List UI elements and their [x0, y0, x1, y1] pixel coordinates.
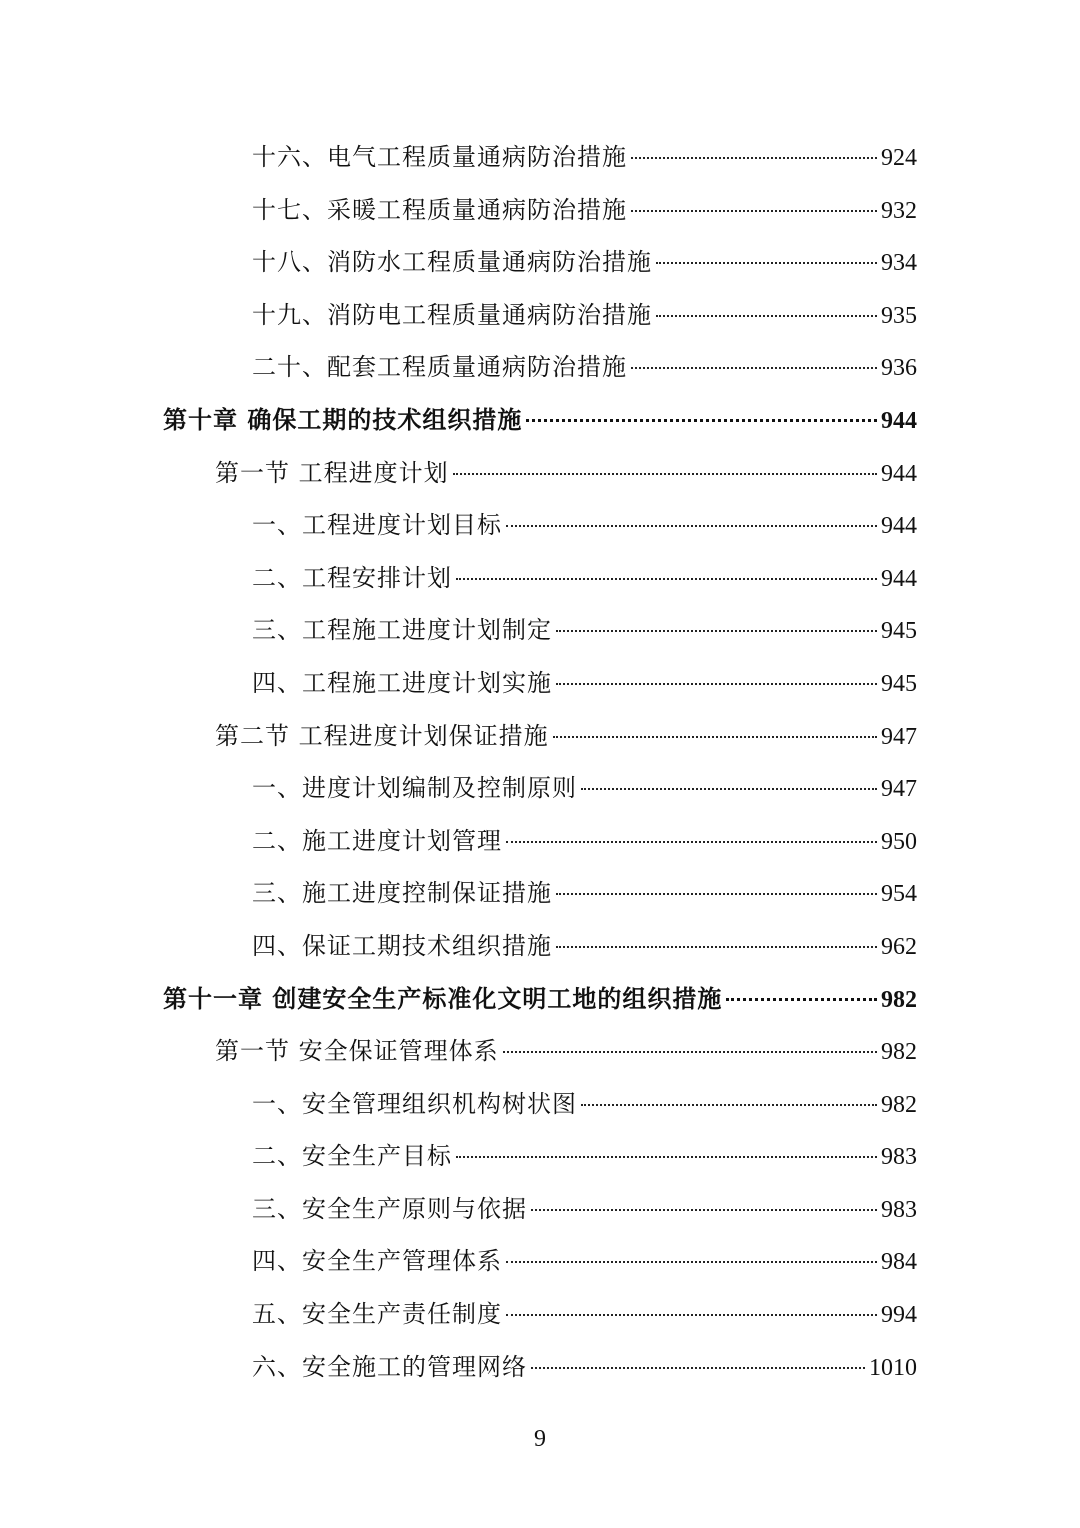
- toc-entry-page: 954: [881, 881, 917, 908]
- toc-entry-arrangement-plan[interactable]: [0, 552, 1080, 605]
- toc-entry-schedule-technical[interactable]: [0, 920, 1080, 973]
- toc-section-title: 第一节 安全保证管理体系: [215, 1037, 499, 1066]
- toc-entry-title: 四、保证工期技术组织措施: [252, 931, 552, 960]
- toc-entry-responsibility[interactable]: [0, 1288, 1080, 1341]
- toc-section-safety-system[interactable]: [0, 1025, 1080, 1078]
- toc-entry-title: 十八、消防水工程质量通病防治措施: [252, 248, 652, 277]
- toc-entry-title: 四、安全生产管理体系: [252, 1247, 502, 1276]
- toc-entry-plan-formulation[interactable]: [0, 604, 1080, 657]
- toc-entry-title: 三、施工进度控制保证措施: [252, 879, 552, 908]
- toc-chapter-page: 982: [881, 986, 917, 1013]
- toc-section-page: 944: [881, 460, 917, 487]
- toc-chapter-page: 944: [881, 407, 917, 434]
- toc-section-page: 982: [881, 1039, 917, 1066]
- toc-entry-18-fire-water[interactable]: [0, 236, 1080, 289]
- toc-entry-safety-management[interactable]: [0, 1235, 1080, 1288]
- toc-section-1[interactable]: [0, 447, 1080, 500]
- toc-entry-17-heating[interactable]: [0, 184, 1080, 237]
- toc-section-page: 947: [881, 723, 917, 750]
- toc-entry-page: 932: [881, 197, 917, 224]
- toc-entry-page: 947: [881, 776, 917, 803]
- toc-leader-dots: [506, 1314, 877, 1316]
- toc-entry-page: 1010: [869, 1354, 917, 1381]
- toc-entry-title: 十六、电气工程质量通病防治措施: [252, 143, 627, 171]
- toc-entry-title: 五、安全生产责任制度: [252, 1300, 502, 1329]
- toc-entry-title: 二、安全生产目标: [252, 1142, 452, 1171]
- toc-entry-title: 六、安全施工的管理网络: [252, 1352, 527, 1381]
- toc-section-title: 第一节 工程进度计划: [215, 458, 449, 487]
- toc-entry-plan-implementation[interactable]: [0, 657, 1080, 710]
- toc-entry-page: 983: [881, 1196, 917, 1223]
- toc-entry-control-measures[interactable]: [0, 867, 1080, 920]
- toc-leader-dots: [526, 419, 877, 422]
- toc-leader-dots: [656, 315, 877, 317]
- toc-leader-dots: [553, 736, 877, 738]
- toc-chapter-11[interactable]: [0, 973, 1080, 1026]
- toc-entry-title: 二十、配套工程质量通病防治措施: [252, 353, 627, 382]
- toc-entry-title: 一、工程进度计划目标: [252, 511, 502, 540]
- toc-entry-page: 936: [881, 355, 917, 382]
- toc-leader-dots: [556, 630, 877, 632]
- toc-entry-compile-principles[interactable]: [0, 762, 1080, 815]
- toc-entry-title: 一、进度计划编制及控制原则: [252, 774, 577, 803]
- toc-entry-page: 945: [881, 618, 917, 645]
- toc-entry-page: 950: [881, 828, 917, 855]
- toc-leader-dots: [531, 1209, 877, 1211]
- toc-leader-dots: [503, 1051, 877, 1053]
- toc-leader-dots: [456, 578, 877, 580]
- toc-section-title: 第二节 工程进度计划保证措施: [215, 721, 549, 750]
- toc-leader-dots: [656, 262, 877, 264]
- toc-entry-page: 944: [881, 513, 917, 540]
- toc-leader-dots: [453, 473, 877, 475]
- toc-entry-page: 982: [881, 1091, 917, 1118]
- page-number: 9: [534, 1426, 546, 1452]
- toc-leader-dots: [531, 1367, 865, 1369]
- toc-leader-dots: [506, 1261, 877, 1263]
- toc-entry-page: 984: [881, 1249, 917, 1276]
- toc-entry-safety-goal[interactable]: [0, 1130, 1080, 1183]
- table-of-contents: [0, 131, 1080, 1393]
- toc-leader-dots: [581, 788, 877, 790]
- toc-leader-dots: [581, 1104, 877, 1106]
- toc-entry-page: 994: [881, 1302, 917, 1329]
- toc-entry-page: 934: [881, 250, 917, 277]
- toc-leader-dots: [506, 841, 877, 843]
- toc-entry-page: 983: [881, 1144, 917, 1171]
- toc-entry-safety-principles[interactable]: [0, 1183, 1080, 1236]
- toc-entry-title: 十九、消防电工程质量通病防治措施: [252, 300, 652, 329]
- toc-entry-org-tree[interactable]: [0, 1078, 1080, 1131]
- toc-entry-safety-network[interactable]: [0, 1341, 1080, 1394]
- toc-entry-title: 三、工程施工进度计划制定: [252, 616, 552, 645]
- toc-leader-dots: [556, 946, 877, 948]
- toc-entry-page: 945: [881, 670, 917, 697]
- toc-entry-page: 962: [881, 933, 917, 960]
- toc-entry-title: 一、安全管理组织机构树状图: [252, 1089, 577, 1118]
- toc-entry-19-fire-electric[interactable]: [0, 289, 1080, 342]
- toc-leader-dots: [726, 998, 877, 1001]
- toc-section-2[interactable]: [0, 710, 1080, 763]
- toc-chapter-title: 第十章 确保工期的技术组织措施: [163, 404, 523, 434]
- toc-leader-dots: [631, 210, 877, 212]
- toc-leader-dots: [631, 367, 877, 369]
- toc-leader-dots: [556, 683, 877, 685]
- toc-entry-page: 944: [881, 565, 917, 592]
- toc-chapter-title: 第十一章 创建安全生产标准化文明工地的组织措施: [163, 983, 723, 1013]
- toc-entry-schedule-goal[interactable]: [0, 499, 1080, 552]
- toc-entry-page: 924: [881, 145, 917, 171]
- toc-chapter-10[interactable]: [0, 394, 1080, 447]
- toc-entry-16-electrical[interactable]: [0, 131, 1080, 184]
- toc-entry-plan-management[interactable]: [0, 815, 1080, 868]
- toc-leader-dots: [556, 893, 877, 895]
- toc-leader-dots: [456, 1156, 877, 1158]
- toc-entry-title: 十七、采暖工程质量通病防治措施: [252, 195, 627, 224]
- toc-leader-dots: [506, 525, 877, 527]
- toc-entry-20-supporting[interactable]: [0, 341, 1080, 394]
- toc-leader-dots: [631, 157, 877, 159]
- toc-entry-title: 二、施工进度计划管理: [252, 826, 502, 855]
- toc-entry-title: 二、工程安排计划: [252, 563, 452, 592]
- toc-entry-title: 三、安全生产原则与依据: [252, 1194, 527, 1223]
- toc-entry-title: 四、工程施工进度计划实施: [252, 668, 552, 697]
- toc-entry-page: 935: [881, 302, 917, 329]
